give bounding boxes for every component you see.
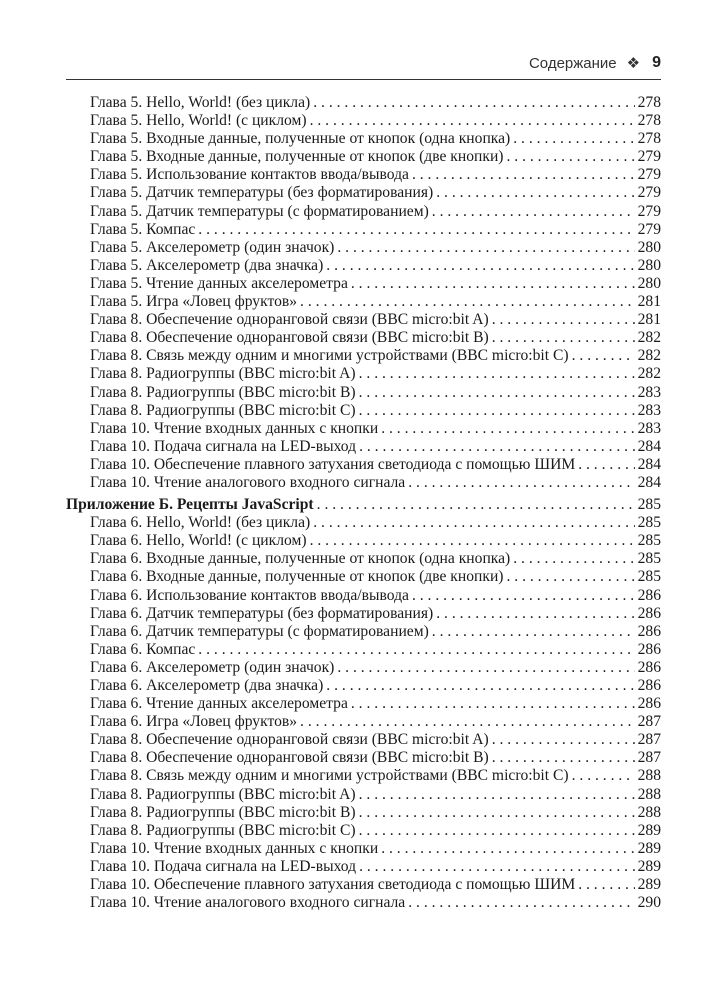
- toc-entry-title: Глава 10. Чтение аналогового входного сигнала: [90, 894, 406, 912]
- dot-leader: [578, 456, 634, 474]
- toc-entry[interactable]: [66, 568, 661, 586]
- toc-entry-title: Глава 10. Чтение аналогового входного сигнала: [90, 473, 406, 491]
- toc-entry-page: 284: [637, 473, 661, 491]
- toc-entry[interactable]: [66, 293, 661, 311]
- toc-entry-page: 288: [637, 785, 661, 803]
- toc-entry-page: 285: [637, 514, 661, 532]
- dot-leader: [381, 840, 634, 858]
- dot-leader: [506, 568, 634, 586]
- toc-entry[interactable]: [66, 438, 661, 456]
- toc-entry-title: Глава 5. Акселерометр (один значок): [90, 238, 335, 256]
- toc-entry-title: Глава 5. Компас: [90, 220, 196, 238]
- toc-entry-title: Глава 6. Hello, World! (с циклом): [90, 532, 307, 550]
- toc-entry[interactable]: [66, 605, 661, 623]
- toc-entry[interactable]: [66, 402, 661, 420]
- dot-leader: [359, 858, 635, 876]
- toc-entry-page: 279: [637, 220, 661, 238]
- dot-leader: [359, 804, 635, 822]
- toc-entry-page: 289: [637, 876, 661, 894]
- toc-entry[interactable]: [66, 203, 661, 221]
- toc-entry-page: 286: [637, 622, 661, 640]
- toc-entry-title: Глава 6. Компас: [90, 640, 196, 658]
- dot-leader: [351, 275, 635, 293]
- toc-entry-title: Глава 8. Радиогруппы (BBC micro:bit A): [90, 785, 356, 803]
- toc-entry-page: 287: [637, 749, 661, 767]
- dot-leader: [359, 365, 635, 383]
- toc-entry-page: 283: [637, 383, 661, 401]
- running-header: [66, 52, 661, 74]
- dot-leader: [359, 384, 635, 402]
- toc-entry-title: Глава 10. Подача сигнала на LED-выход: [90, 857, 357, 875]
- toc-entry-page: 279: [637, 166, 661, 184]
- toc-entry[interactable]: [66, 347, 661, 365]
- toc-entry-page: 285: [637, 550, 661, 568]
- toc-entry-title: Глава 8. Обеспечение одноранговой связи (BBC micro:bit A): [90, 731, 489, 749]
- dot-leader: [198, 641, 634, 659]
- dot-leader: [513, 130, 634, 148]
- toc-entry-page: 286: [637, 586, 661, 604]
- toc-entry[interactable]: [66, 474, 661, 492]
- toc-entry-page: 286: [637, 640, 661, 658]
- toc-entry-page: 283: [637, 401, 661, 419]
- toc-entry-title: Глава 5. Входные данные, полученные от кнопок (две кнопки): [90, 148, 504, 166]
- toc-entry-page: 284: [637, 437, 661, 455]
- toc-entry-page: 279: [637, 202, 661, 220]
- toc-entry-title: Глава 5. Hello, World! (с циклом): [90, 112, 307, 130]
- toc-entry[interactable]: [66, 148, 661, 166]
- header-page-number: 9: [652, 54, 661, 71]
- toc-entry-title: Глава 10. Обеспечение плавного затухания светодиода с помощью ШИМ: [90, 455, 576, 473]
- toc-entry-page: 286: [637, 677, 661, 694]
- toc-entry[interactable]: [66, 514, 661, 532]
- dot-leader: [436, 605, 634, 623]
- toc-entry[interactable]: [66, 695, 661, 713]
- toc-entry-page: 282: [637, 347, 661, 365]
- dot-leader: [326, 677, 634, 695]
- dot-leader: [408, 894, 634, 912]
- toc-entry-page: 286: [637, 604, 661, 622]
- toc-entry[interactable]: [66, 894, 661, 912]
- toc-entry[interactable]: [66, 275, 661, 293]
- dot-leader: [412, 587, 635, 605]
- toc-entry[interactable]: [66, 94, 661, 112]
- toc-entry-title: Глава 10. Подача сигнала на LED-выход: [90, 437, 357, 455]
- dot-leader: [310, 112, 635, 130]
- toc-entry[interactable]: [66, 623, 661, 641]
- dot-leader: [513, 550, 634, 568]
- toc-entry-title: Глава 8. Радиогруппы (BBC micro:bit C): [90, 821, 356, 839]
- dot-leader: [310, 532, 635, 550]
- toc-entry[interactable]: [66, 659, 661, 677]
- toc-entry[interactable]: [66, 677, 661, 695]
- toc-entry-page: 289: [637, 839, 661, 857]
- toc-entry-title: Глава 6. Датчик температуры (без форматирования): [90, 604, 434, 622]
- dot-leader: [492, 749, 635, 767]
- toc-entry-title: Глава 8. Обеспечение одноранговой связи (BBC micro:bit B): [90, 329, 489, 347]
- dot-leader: [492, 311, 635, 329]
- toc-entry[interactable]: [66, 112, 661, 130]
- dot-leader: [432, 623, 635, 641]
- toc-entry[interactable]: [66, 840, 661, 858]
- toc-entry-title: Глава 8. Радиогруппы (BBC micro:bit B): [90, 803, 356, 821]
- toc-group-appendix-a: [66, 94, 661, 492]
- toc-entry-title: Глава 5. Входные данные, полученные от кнопок (одна кнопка): [90, 130, 511, 148]
- dot-leader: [572, 767, 635, 785]
- toc-group-appendix-b: [66, 514, 661, 912]
- toc-entry-page: 283: [637, 419, 661, 437]
- toc-entry-page: 286: [637, 658, 661, 676]
- toc-entry-title: Глава 8. Радиогруппы (BBC micro:bit B): [90, 383, 356, 401]
- toc-entry-page: 282: [637, 329, 661, 347]
- toc-entry-title: Глава 5. Акселерометр (два значка): [90, 256, 324, 274]
- toc-entry-page: 287: [637, 713, 661, 731]
- toc-entry[interactable]: [66, 365, 661, 383]
- header-section-title: Содержание: [528, 54, 617, 72]
- dot-leader: [326, 257, 634, 275]
- toc-entry-page: 289: [637, 821, 661, 839]
- toc-entry-page: 280: [637, 256, 661, 274]
- toc-entry-page: 279: [637, 148, 661, 166]
- toc-entry[interactable]: [66, 767, 661, 785]
- toc-entry-page: 281: [637, 311, 661, 329]
- dot-leader: [359, 822, 635, 840]
- toc-entry-title: Глава 6. Игра «Ловец фруктов»: [90, 713, 298, 731]
- toc-entry-page: 280: [637, 274, 661, 292]
- dot-leader: [436, 184, 634, 202]
- toc-entry[interactable]: [66, 221, 661, 239]
- toc-entry-page: 279: [637, 184, 661, 202]
- toc-entry[interactable]: [66, 384, 661, 402]
- dot-leader: [572, 347, 635, 365]
- toc-entry[interactable]: [66, 329, 661, 347]
- toc-entry-page: 284: [637, 455, 661, 473]
- toc-entry-page: 288: [637, 767, 661, 785]
- toc-entry[interactable]: [66, 749, 661, 767]
- toc-entry-title: Глава 6. Акселерометр (один значок): [90, 658, 335, 676]
- toc-entry-title: Глава 6. Датчик температуры (с форматированием): [90, 622, 429, 640]
- toc-entry[interactable]: [66, 239, 661, 257]
- toc-entry[interactable]: [66, 257, 661, 275]
- toc-entry-page: 290: [637, 894, 661, 912]
- toc-entry[interactable]: [66, 550, 661, 568]
- dot-leader: [492, 329, 635, 347]
- toc-entry-title: Глава 8. Радиогруппы (BBC micro:bit C): [90, 401, 356, 419]
- toc-entry-page: 285: [637, 568, 661, 586]
- dot-leader: [408, 474, 634, 492]
- toc-entry[interactable]: [66, 456, 661, 474]
- toc-entry-page: 278: [637, 130, 661, 148]
- dot-leader: [359, 438, 635, 456]
- toc-entry[interactable]: [66, 822, 661, 840]
- toc-entry-title: Глава 8. Обеспечение одноранговой связи (BBC micro:bit B): [90, 749, 489, 767]
- dot-leader: [381, 420, 634, 438]
- toc-entry-page: 278: [637, 112, 661, 130]
- toc-entry[interactable]: [66, 858, 661, 876]
- toc-entry[interactable]: [66, 731, 661, 749]
- dot-leader: [359, 786, 635, 804]
- toc-entry-page: 281: [637, 293, 661, 311]
- toc-entry[interactable]: [66, 184, 661, 202]
- dot-leader: [313, 94, 634, 112]
- dot-leader: [492, 731, 635, 749]
- table-of-contents: [66, 94, 661, 912]
- dot-leader: [578, 876, 634, 894]
- toc-entry-title: Глава 8. Связь между одним и многими устройствами (BBC micro:bit C): [90, 767, 569, 785]
- toc-entry-title: Глава 10. Чтение входных данных с кнопки: [90, 419, 379, 437]
- toc-entry-page: 289: [637, 857, 661, 875]
- toc-section-heading[interactable]: [66, 496, 661, 514]
- dot-leader: [317, 496, 635, 514]
- toc-section-page: 285: [637, 496, 661, 514]
- toc-entry[interactable]: [66, 804, 661, 822]
- toc-entry-page: 286: [637, 695, 661, 713]
- toc-entry-title: Глава 6. Акселерометр (два значка): [90, 677, 324, 694]
- toc-entry-page: 280: [637, 238, 661, 256]
- dot-leader: [313, 514, 634, 532]
- dot-leader: [337, 239, 634, 257]
- four-diamond-ornament-icon: ❖: [626, 55, 641, 72]
- dot-leader: [359, 402, 635, 420]
- toc-entry[interactable]: [66, 713, 661, 731]
- dot-leader: [337, 659, 634, 677]
- dot-leader: [506, 148, 634, 166]
- toc-entry-title: Глава 6. Hello, World! (без цикла): [90, 514, 311, 532]
- dot-leader: [300, 713, 635, 731]
- toc-entry-title: Глава 5. Датчик температуры (с форматированием): [90, 202, 429, 220]
- toc-entry-title: Глава 6. Входные данные, полученные от кнопок (одна кнопка): [90, 550, 511, 568]
- toc-entry-title: Глава 6. Входные данные, полученные от кнопок (две кнопки): [90, 568, 504, 586]
- toc-entry-title: Глава 10. Чтение входных данных с кнопки: [90, 839, 379, 857]
- toc-entry[interactable]: [66, 786, 661, 804]
- toc-entry-title: Глава 8. Радиогруппы (BBC micro:bit A): [90, 365, 356, 383]
- toc-entry[interactable]: [66, 641, 661, 659]
- toc-entry-page: 288: [637, 803, 661, 821]
- toc-section-title: Приложение Б. Рецепты JavaScript: [66, 496, 314, 514]
- toc-entry[interactable]: [66, 587, 661, 605]
- toc-entry[interactable]: [66, 532, 661, 550]
- dot-leader: [412, 166, 635, 184]
- toc-entry-title: Глава 10. Обеспечение плавного затухания светодиода с помощью ШИМ: [90, 876, 576, 894]
- toc-entry[interactable]: [66, 130, 661, 148]
- toc-entry[interactable]: [66, 876, 661, 894]
- toc-entry-page: 287: [637, 731, 661, 749]
- dot-leader: [432, 203, 635, 221]
- dot-leader: [300, 293, 635, 311]
- toc-entry-page: 278: [637, 94, 661, 111]
- toc-entry[interactable]: [66, 420, 661, 438]
- toc-entry[interactable]: [66, 311, 661, 329]
- toc-entry[interactable]: [66, 166, 661, 184]
- dot-leader: [351, 695, 635, 713]
- toc-entry-title: Глава 5. Использование контактов ввода/вывода: [90, 166, 409, 184]
- toc-entry-page: 285: [637, 532, 661, 550]
- toc-entry-title: Глава 5. Hello, World! (без цикла): [90, 94, 311, 111]
- toc-entry-title: Глава 8. Обеспечение одноранговой связи (BBC micro:bit A): [90, 311, 489, 329]
- toc-entry-title: Глава 6. Использование контактов ввода/вывода: [90, 586, 409, 604]
- toc-entry-title: Глава 8. Связь между одним и многими устройствами (BBC micro:bit C): [90, 347, 569, 365]
- toc-entry-page: 282: [637, 365, 661, 383]
- toc-entry-title: Глава 5. Чтение данных акселерометра: [90, 274, 348, 292]
- header-rule: [66, 79, 661, 80]
- toc-entry-title: Глава 5. Датчик температуры (без форматирования): [90, 184, 434, 202]
- dot-leader: [198, 221, 634, 239]
- toc-entry-title: Глава 6. Чтение данных акселерометра: [90, 695, 348, 713]
- toc-entry-title: Глава 5. Игра «Ловец фруктов»: [90, 293, 298, 311]
